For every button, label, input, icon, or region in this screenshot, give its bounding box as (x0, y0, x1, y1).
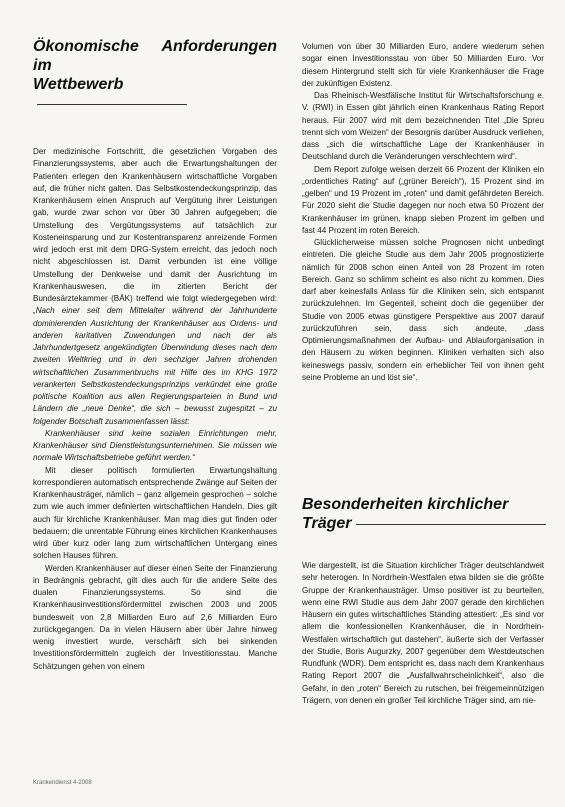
heading-rule (37, 104, 187, 105)
right-paragraph-3: Dem Report zufolge weisen derzeit 66 Prozent der Kliniken ein „ordentliches Rating“ auf („grüner Bereich“), 15 Prozent sind im „gelben“ und 19 Prozent im „roten“ und damit gefährdeten Bereich. Für 2020 sieht die Studie dagegen nur noch etwa 50 Prozent der Krankenhäuser im grünen, knapp sieben Prozent im gelben und fast 44 Prozent im roten Bereich. (302, 164, 544, 235)
left-column (33, 0, 277, 673)
heading-economic-requirements (33, 37, 277, 113)
heading-church-providers-block (302, 495, 552, 533)
paragraph-1 (33, 146, 277, 428)
right-column (302, 0, 544, 384)
heading2-line-2: Träger (302, 515, 352, 532)
right-paragraph-1: Volumen von über 30 Milliarden Euro, andere wiederum sehen sogar einen Investitionsstau von über 50 Milliarden Euro. Vor diesem Hintergrund stellt sich für viele Krankenhäuser die Frage der zukünftigen Existenz. (302, 42, 544, 88)
right-column-lower (302, 560, 544, 707)
page-footer: Krankendienst 4-2008 (33, 780, 92, 786)
paragraph-2-quote: Krankenhäuser sind keine sozialen Einrichtungen mehr, Krankenhäuser sind Dienstleistungsunternehmen. Sie müssen wie normale Wirtschaftsbetriebe geführt werden.“ (33, 428, 277, 463)
paragraph-1-text: Der medizinische Fortschritt, die gesetzlichen Vorgaben des Finanzierungssystems, aber auch die Erwartungshaltungen der Patienten erlegen den Krankenhäusern wirtschaftliche Vorgaben auf, die früher nicht galten. Das Selbstkostendeckungsprinzip, das Krankenhäusern einen Anspruch auf Vergütung ihrer Leistungen gab, wurde zwar schon vor über 30 Jahren aufgegeben; die Umstellung des Vergütungssystems auf tatsächlich zur Kosteneinsparung und zur Kostentransparenz anreizende Formen wird jedoch erst mit dem DRG-System erreicht, das jedoch noch nicht abgeschlossen ist. Damit verbunden ist eine völlige Umstellung der Denkweise und damit der Ausrichtung im Krankenhauswesen, die im zitierten Bericht der Bundesärztekammer (BÄK) treffend wie folgt wiedergegeben wird: (33, 147, 277, 303)
paragraph-1-quote: „Nach einer seit dem Mittelalter während der Jahrhunderte dominierenden Ausrichtung der Krankenhäuser aus Ordens- und anderen karitativen Zuwendungen und nach der als Jahrhundertgesetz angekündigten Überwindung dieses nach dem zweiten Weltkrieg und in den sechziger Jahren drohenden wirtschaftlichen Zusammenbruchs mit Hilfe des im KHG 1972 verankerten Selbstkostendeckungsprinzips verkündet eine große politische Koalition aus allen Regierungsparteien in Bund und Ländern die „neue Denke“, die sich – bewusst zugespitzt – zu folgender Botschaft zusammenfassen lässt: (33, 306, 277, 426)
right-paragraph-5: Wie dargestellt, ist die Situation kirchlicher Träger deutschlandweit sehr heterogen. In Nordrhein-Westfalen etwa bilden sie die größte Gruppe der Krankenhausträger. Umso positiver ist zu beurteilen, wenn eine RWI Studie aus dem Jahr 2007 gerade den kirchlichen Häusern ein gutes wirtschaftliches Standing attestiert: „Es sind vor allem die konfessionellen Krankenhäuser, die in Nordrhein-Westfalen wirtschaftlich gut dastehen“, äußerte sich der Verfasser der Studie, Boris Augurzky, 2007 gegenüber dem Westdeutschen Rundfunk (WDR). Dem entspricht es, dass nach dem Krankenhaus Rating Report 2007 die „Ausfallwahrscheinlichkeit“, also die Gefahr, in den „roten“ Bereich zu rutschen, bei freigemeinnützigen Trägern, von denen ein großer Teil kirchliche Träger sind, am nie- (302, 561, 544, 705)
paragraph-3: Mit dieser politisch formulierten Erwartungshaltung korrespondieren automatisch entsprechende Zwänge auf Seiten der Krankenhausträger, nämlich – ganz allgemein gesprochen – solche zum wie auch immer definierten wirtschaftlichen Handeln. Dies gilt auch für kirchliche Krankenhäuser. Man mag dies gut finden oder bedauern; die unrentable Führung eines kirchlichen Krankenhauses wird über kurz oder lang zum wirtschaftlichen Untergang eines solchen Hauses führen. (33, 465, 277, 561)
heading-line-1: Ökonomische Anforderungen im (33, 38, 277, 74)
heading2-line-1: Besonderheiten kirchlicher (302, 496, 509, 513)
right-paragraph-4: Glücklicherweise müssen solche Prognosen nicht unbedingt eintreten. Die gleiche Studie aus dem Jahr 2005 prognostizierte nämlich für 2008 schon einen Anteil von 28 Prozent im roten Bereich. Ganz so schlimm scheint es also nicht zu kommen. Dies darf aber keinesfalls Anlass für die Kliniken sein, sich entspannt zurückzulehnen. Im Gegenteil, scheint doch die gegenüber der Studie von 2005 etwas günstigere Perspektive aus 2007 darauf zurückzuführen sein, dass sich andeute, „dass Optimierungsmaßnahmen der Aufbau- und Ablauforganisation in den Häusern zu wirken beginnen. Kliniken verhalten sich also keineswegs passiv, sondern ein erheblicher Teil von ihnen geht seine Probleme an und löst sie“. (302, 238, 544, 382)
heading-line-2: Wettbewerb (33, 76, 124, 93)
right-paragraph-2: Das Rheinisch-Westfälische Institut für Wirtschaftsforschung e. V. (RWI) in Essen gibt jährlich einen Krankenhaus Rating Report heraus. Für 2007 wird mit dem bezeichnenden Titel „Die Spreu trennt sich vom Weizen“ der Besorgnis darüber Ausdruck verliehen, dass „sich die wirtschaftliche Lage der Krankenhäuser in Deutschland durch die Veränderungen verschlechtern wird“. (302, 91, 544, 162)
heading-church-providers (302, 495, 552, 533)
heading2-rule (356, 524, 546, 525)
paragraph-4: Werden Krankenhäuser auf dieser einen Seite der Finanzierung in Bedrängnis gebracht, gilt dies auch für die andere Seite des dualen Finanzierungssystems. So sind die Krankenhausinvestitionsfördermittel zwischen 2003 und 2005 bundesweit von 2,8 Milliarden Euro auf 2,6 Milliarden Euro zurückgegangen. Da in vielen Häusern aber über Jahre hinweg wenig investiert wurde, verschärft sich bei sinkenden Investitionsfördermitteln zugleich der Investitionsstau. Manche Schätzungen gehen von einem (33, 563, 277, 671)
